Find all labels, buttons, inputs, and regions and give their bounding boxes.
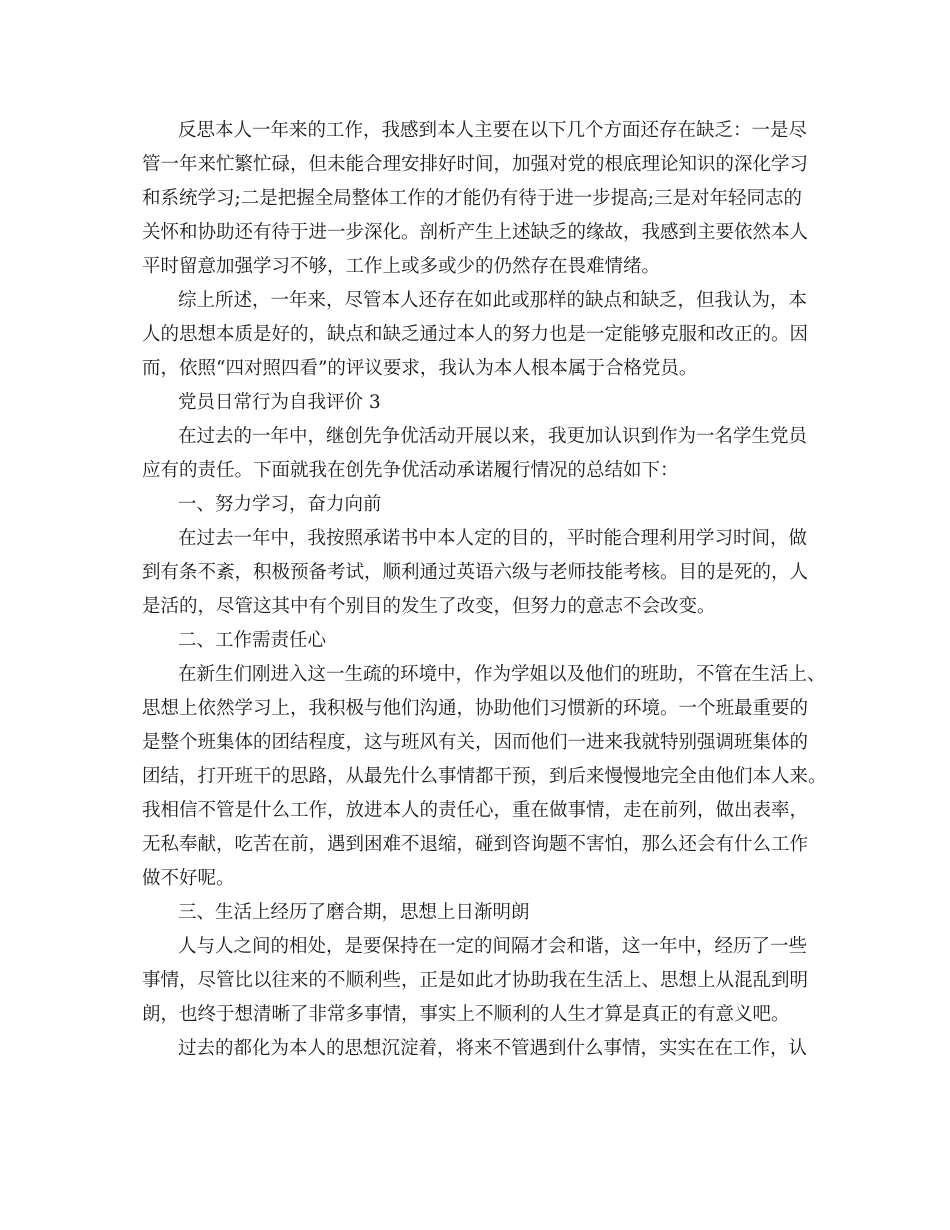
paragraph-line: 关怀和协助还有待于进一步深化。剖析产生上述缺乏的缘故，我感到主要依然本人 bbox=[142, 222, 809, 243]
paragraph-line: 平时留意加强学习不够，工作上或多或少的仍然存在畏难情绪。 bbox=[142, 256, 661, 277]
paragraph-line: 到有条不紊，积极预备考试，顺利通过英语六级与老师技能考核。目的是死的，人 bbox=[142, 562, 809, 583]
paragraph-line: 在过去的一年中，继创先争优活动开展以来，我更加认识到作为一名学生党员 bbox=[178, 426, 808, 447]
paragraph-line: 在过去一年中，我按照承诺书中本人定的目的，平时能合理利用学习时间，做 bbox=[178, 528, 808, 549]
paragraph-line: 在新生们刚进入这一生疏的环境中，作为学姐以及他们的班助，不管在生活上、 bbox=[178, 664, 826, 685]
paragraph-line: 和系统学习;二是把握全局整体工作的才能仍有待于进一步提高;三是对年轻同志的 bbox=[142, 188, 802, 209]
paragraph-line: 人与人之间的相处，是要保持在一定的间隔才会和谐，这一年中，经历了一些 bbox=[178, 936, 808, 957]
paragraph-line: 无私奉献，吃苦在前，遇到困难不退缩，碰到咨询题不害怕，那么还会有什么工作 bbox=[142, 834, 809, 855]
paragraph-line: 做不好呢。 bbox=[142, 868, 235, 889]
paragraph-line: 过去的都化为本人的思想沉淀着，将来不管遇到什么事情，实实在在工作，认 bbox=[178, 1038, 808, 1059]
section-heading: 三、生活上经历了磨合期，思想上日渐明朗 bbox=[178, 902, 530, 923]
paragraph-line: 朗，也终于想清晰了非常多事情，事实上不顺利的人生才算是真正的有意义吧。 bbox=[142, 1004, 790, 1025]
paragraph-line: 我相信不管是什么工作，放进本人的责任心，重在做事情，走在前列，做出表率， bbox=[142, 800, 809, 821]
paragraph-line: 综上所述，一年来，尽管本人还存在如此或那样的缺点和缺乏，但我认为，本 bbox=[178, 290, 808, 311]
paragraph-line: 管一年来忙繁忙碌，但未能合理安排好时间，加强对党的根底理论知识的深化学习 bbox=[142, 154, 809, 175]
paragraph-line: 而，依照“四对照四看”的评议要求，我认为本人根本属于合格党员。 bbox=[142, 358, 698, 379]
paragraph-line: 事情，尽管比以往来的不顺利些，正是如此才协助我在生活上、思想上从混乱到明 bbox=[142, 970, 809, 991]
section-title: 党员日常行为自我评价 3 bbox=[178, 392, 381, 413]
paragraph-line: 团结，打开班干的思路，从最先什么事情都干预，到后来慢慢地完全由他们本人来。 bbox=[142, 766, 827, 787]
paragraph-line: 应有的责任。下面就我在创先争优活动承诺履行情况的总结如下： bbox=[142, 460, 679, 481]
paragraph-line: 是整个班集体的团结程度，这与班风有关，因而他们一进来我就特别强调班集体的 bbox=[142, 732, 809, 753]
section-heading: 一、努力学习，奋力向前 bbox=[178, 494, 382, 515]
section-heading: 二、工作需责任心 bbox=[178, 630, 327, 651]
paragraph-line: 反思本人一年来的工作，我感到本人主要在以下几个方面还存在缺乏：一是尽 bbox=[178, 120, 808, 141]
paragraph-line: 人的思想本质是好的，缺点和缺乏通过本人的努力也是一定能够克服和改正的。因 bbox=[142, 324, 809, 345]
paragraph-line: 思想上依然学习上，我积极与他们沟通，协助他们习惯新的环境。一个班最重要的 bbox=[142, 698, 809, 719]
paragraph-line: 是活的，尽管这其中有个别目的发生了改变，但努力的意志不会改变。 bbox=[142, 596, 716, 617]
